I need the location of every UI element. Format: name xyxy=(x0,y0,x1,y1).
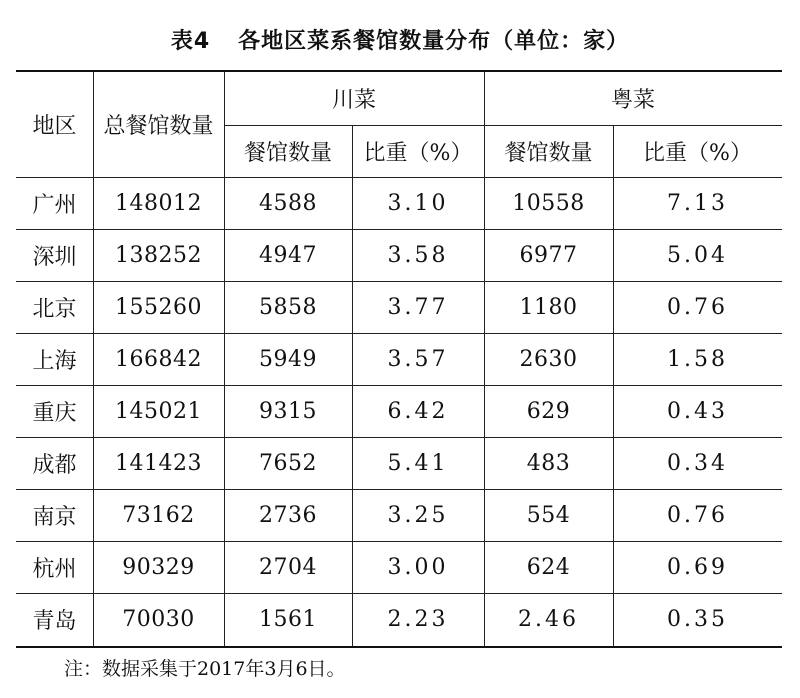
cell-sichuan-share: 6.42 xyxy=(387,398,449,424)
cell-cantonese-count: 6977 xyxy=(519,242,578,268)
cell-total: 148012 xyxy=(115,190,202,216)
cell-cantonese-share: 0.34 xyxy=(667,450,728,476)
cell-cantonese-share: 0.43 xyxy=(667,398,728,424)
header-sichuan-share: 比重（%） xyxy=(363,140,473,166)
cell-cantonese-share: 0.76 xyxy=(667,294,728,320)
cell-sichuan-share: 3.57 xyxy=(387,346,449,372)
cell-cantonese-count: 2.46 xyxy=(518,607,579,632)
cell-region: 上海 xyxy=(32,348,77,374)
cell-region: 杭州 xyxy=(32,556,77,582)
cell-sichuan-count: 2704 xyxy=(259,554,317,580)
cell-total: 141423 xyxy=(115,450,202,476)
cell-sichuan-count: 1561 xyxy=(259,607,317,632)
cell-sichuan-count: 4588 xyxy=(259,190,317,216)
cell-total: 90329 xyxy=(122,554,195,580)
cell-sichuan-count: 5858 xyxy=(259,294,317,320)
cell-region: 重庆 xyxy=(32,400,77,426)
cell-cantonese-count: 629 xyxy=(526,398,571,424)
cell-cantonese-count: 624 xyxy=(526,554,571,580)
cell-sichuan-share: 3.00 xyxy=(387,554,449,580)
table-caption: 各地区菜系餐馆数量分布（单位：家） xyxy=(238,29,630,54)
cell-sichuan-count: 5949 xyxy=(259,346,317,372)
cell-region: 深圳 xyxy=(32,244,77,270)
cell-region: 南京 xyxy=(32,504,77,530)
cell-sichuan-count: 4947 xyxy=(259,242,317,268)
cell-sichuan-count: 7652 xyxy=(259,450,317,476)
cell-cantonese-share: 1.58 xyxy=(667,346,728,372)
cell-region: 成都 xyxy=(32,452,77,478)
cell-sichuan-share: 2.23 xyxy=(387,607,449,632)
header-sichuan-count: 餐馆数量 xyxy=(243,140,332,166)
header-region: 地区 xyxy=(32,114,77,139)
table-bottom-rule xyxy=(16,646,782,648)
header-sichuan: 川菜 xyxy=(331,88,376,113)
cell-cantonese-share: 7.13 xyxy=(667,190,728,216)
cell-cantonese-count: 10558 xyxy=(512,190,585,216)
cell-sichuan-share: 3.10 xyxy=(387,190,449,216)
header-cantonese-share: 比重（%） xyxy=(643,140,752,166)
header-cantonese-count: 餐馆数量 xyxy=(504,140,593,166)
cell-cantonese-count: 2630 xyxy=(519,346,578,372)
cell-cantonese-share: 0.76 xyxy=(667,502,728,528)
cell-cantonese-share: 0.35 xyxy=(667,607,728,632)
table-title xyxy=(0,24,800,55)
header-cantonese: 粤菜 xyxy=(610,88,655,113)
cell-region: 北京 xyxy=(32,296,77,322)
cell-sichuan-share: 5.41 xyxy=(387,450,449,476)
cell-total: 138252 xyxy=(115,242,202,268)
cell-region: 青岛 xyxy=(32,609,77,634)
cell-total: 73162 xyxy=(122,502,195,528)
cell-cantonese-count: 483 xyxy=(526,450,571,476)
cell-total: 70030 xyxy=(122,607,195,632)
cell-cantonese-count: 554 xyxy=(526,502,571,528)
cell-sichuan-count: 9315 xyxy=(259,398,317,424)
cell-sichuan-share: 3.77 xyxy=(387,294,449,320)
cell-region: 广州 xyxy=(32,192,77,218)
cell-total: 155260 xyxy=(115,294,202,320)
header-total: 总餐馆数量 xyxy=(103,114,214,139)
cell-sichuan-count: 2736 xyxy=(259,502,317,528)
cell-total: 166842 xyxy=(115,346,202,372)
cell-sichuan-share: 3.58 xyxy=(387,242,449,268)
cell-cantonese-share: 5.04 xyxy=(667,242,728,268)
cell-total: 145021 xyxy=(115,398,202,424)
cell-sichuan-share: 3.25 xyxy=(387,502,449,528)
table-footnote: 注：数据采集于2017年3月6日。 xyxy=(64,658,346,680)
cell-cantonese-share: 0.69 xyxy=(667,554,728,580)
table-number: 表4 xyxy=(170,29,211,54)
cell-cantonese-count: 1180 xyxy=(519,294,578,320)
